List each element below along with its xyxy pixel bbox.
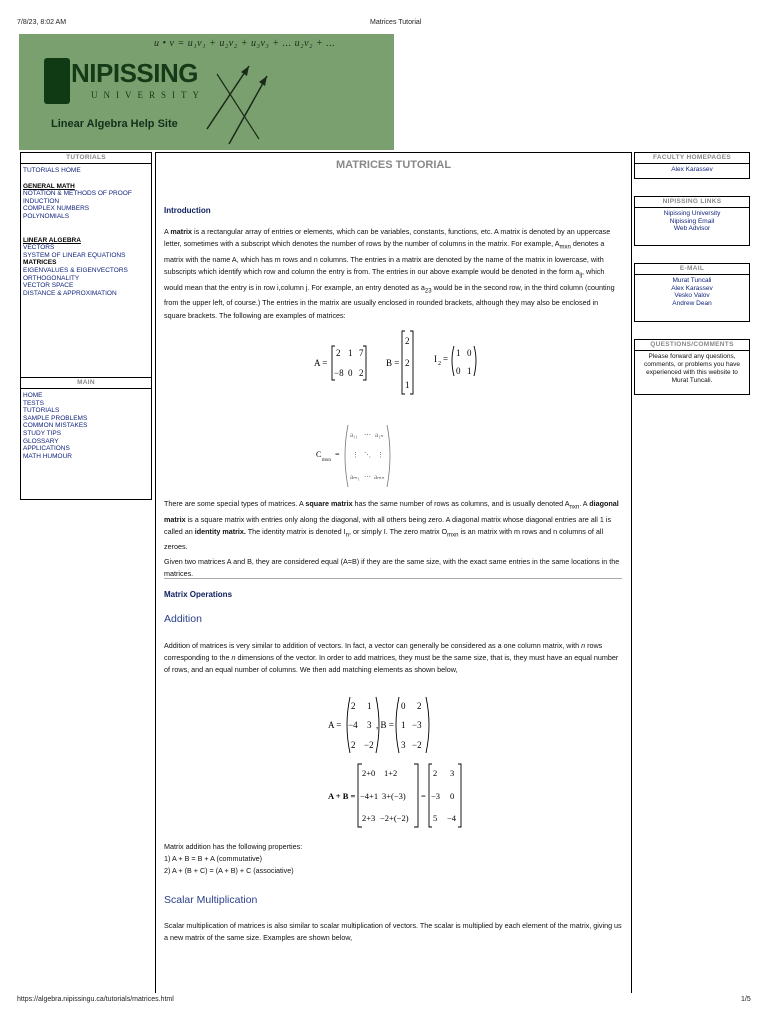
matrix-entry: 2 xyxy=(351,701,356,711)
operations-heading-wrap xyxy=(164,589,622,601)
section-divider xyxy=(164,578,622,579)
logo-subtitle: UNIVERSITY xyxy=(91,90,205,100)
nav-item-orthogonality[interactable]: ORTHOGONALITY xyxy=(23,274,80,282)
text-run: The identity matrix is denoted I xyxy=(245,526,346,536)
addition-result xyxy=(326,761,466,831)
matrix-entry: 2 xyxy=(405,358,410,368)
matrix-entry: 1 xyxy=(348,348,353,358)
links-header: NIPISSING LINKS xyxy=(635,197,749,208)
intro-section xyxy=(164,205,622,217)
matrix-entry: ⋯ xyxy=(364,431,371,439)
questions-box xyxy=(634,339,750,395)
matrix-entry: 0 xyxy=(456,366,461,376)
matrix-c-label: C xyxy=(316,450,322,459)
text-run: is a square matrix with entries only along the diagonal, with all others being zero. A diagonal matrix whose diagonal entries are all 1 is called an xyxy=(164,514,612,536)
text-run: . A xyxy=(579,499,590,508)
page-title: MATRICES TUTORIAL xyxy=(335,159,452,171)
email-header: E-MAIL xyxy=(635,264,749,275)
nav-item-notation[interactable]: NOTATION & METHODS OF PROOF xyxy=(23,190,132,198)
site-banner[interactable] xyxy=(19,34,394,150)
text-run: would be in the second row, in the third column (counting from the upper left, of course.) The entries in the matrix are usually enclosed in rounded brackets, although they may also be enclosed in square brackets. The following are examples of matrices: xyxy=(164,282,615,320)
main-nav xyxy=(20,377,152,500)
matrix-entry: 0 xyxy=(348,368,353,378)
equality-text: Given two matrices A and B, they are considered equal (A=B) if they are the same size, with the exact same entries in the same locations in the matrices. xyxy=(164,557,620,579)
matrix-entry: 3 xyxy=(401,740,406,750)
main-content xyxy=(155,152,632,993)
matrix-entry: 2 xyxy=(405,336,410,346)
vector-arrows-icon xyxy=(189,54,299,149)
nav-glossary[interactable]: GLOSSARY xyxy=(23,437,59,445)
subscript: n xyxy=(345,532,349,539)
properties-intro: Matrix addition has the following properties: xyxy=(164,842,303,851)
text-run: , or simply I. The zero matrix O xyxy=(349,526,448,536)
matrix-i-label: I xyxy=(434,354,437,364)
nav-item-linear-equations[interactable]: SYSTEM OF LINEAR EQUATIONS xyxy=(23,251,126,259)
matrix-a-label: A = xyxy=(314,358,328,368)
matrix-entry: 2 xyxy=(351,740,356,750)
matrix-entry: 3+(−3) xyxy=(382,791,406,801)
text-run: , which would mean that the entry is in row i,column j. For example, an entry denoted as a xyxy=(164,267,605,292)
email-link[interactable]: Andrew Dean xyxy=(672,299,712,307)
matrix-entry: 1 xyxy=(367,701,372,711)
matrix-entry: −2 xyxy=(412,740,422,750)
scalar-paragraph xyxy=(164,920,622,944)
matrix-i-subscript: 2 xyxy=(438,361,441,367)
matrix-entry: 2 xyxy=(433,768,438,778)
italic-n: n xyxy=(231,653,236,663)
matrix-a-label: A = xyxy=(328,720,342,730)
matrix-entry: 0 xyxy=(401,701,406,711)
intro-heading: Introduction xyxy=(164,206,211,215)
link-nipissing-email[interactable]: Nipissing Email xyxy=(669,217,715,225)
matrix-entry: ⋮ xyxy=(377,451,384,459)
scalar-heading-wrap xyxy=(164,894,622,906)
addition-properties xyxy=(164,841,622,878)
property-item: 1) A + B = B + A (commutative) xyxy=(164,854,263,864)
term-diagonal-matrix: diagonal matrix xyxy=(164,499,619,524)
operations-heading: Matrix Operations xyxy=(164,590,233,599)
matrix-entry: 0 xyxy=(450,791,455,801)
subscript: mxn xyxy=(559,244,571,251)
addition-heading: Addition xyxy=(164,613,202,625)
nav-heading-general-math[interactable]: GENERAL MATH xyxy=(23,182,75,190)
matrix-entry: 3 xyxy=(367,720,372,730)
site-name: Linear Algebra Help Site xyxy=(51,118,178,130)
tutorials-nav xyxy=(20,152,152,378)
matrix-entry: aₘ₁ xyxy=(350,473,360,481)
nav-item-eigenvalues[interactable]: EIGENVALUES & EIGENVECTORS xyxy=(23,266,128,274)
matrix-entry: 1 xyxy=(456,348,461,358)
text-run: is a rectangular array of entries or elements, which can be variables, constants, functions, etc. A matrix is denoted by an uppercase letter, sometimes with a subscript which denotes the number of rows by the number of columns in the matrix. For example, A xyxy=(164,227,611,249)
matrix-entry: −3 xyxy=(412,720,422,730)
nav-item-distance[interactable]: DISTANCE & APPROXIMATION xyxy=(23,289,117,297)
matrix-entry: 2 xyxy=(417,701,422,711)
matrix-entry: −8 xyxy=(334,368,344,378)
nipissing-links-box xyxy=(634,196,750,246)
nav-tutorials[interactable]: TUTORIALS xyxy=(23,407,60,415)
nav-common-mistakes[interactable]: COMMON MISTAKES xyxy=(23,422,88,430)
italic-n: n xyxy=(581,641,586,650)
university-logo-icon xyxy=(44,58,70,104)
matrix-entry: a₁₁ xyxy=(350,431,358,439)
matrix-entry: 3 xyxy=(450,768,455,778)
faculty-link[interactable]: Alex Karassev xyxy=(671,166,713,173)
logo-wordmark: NIPISSING xyxy=(71,58,198,88)
term-matrix: matrix xyxy=(170,227,192,236)
matrix-c-subscript: mxn xyxy=(322,458,331,463)
matrix-entry: −2+(−2) xyxy=(380,813,409,823)
nav-tests[interactable]: TESTS xyxy=(23,399,44,407)
sum-label: A + B = xyxy=(328,791,356,801)
addition-operands xyxy=(326,693,446,758)
nav-tutorials-home[interactable]: TUTORIALS HOME xyxy=(23,167,81,174)
matrix-entry: 2+3 xyxy=(362,813,376,823)
subscript: nxn xyxy=(569,504,580,511)
matrix-entry: 1+2 xyxy=(384,768,398,778)
nav-item-vector-space[interactable]: VECTOR SPACE xyxy=(23,282,74,290)
scalar-text: Scalar multiplication of matrices is also similar to scalar multiplication of vectors. The scalar is multiplied by each element of the matrix, giving us a new matrix of the same size. Examples are shown below, xyxy=(164,921,622,943)
nav-math-humour[interactable]: MATH HUMOUR xyxy=(23,452,72,460)
text-run: Addition of matrices is very similar to addition of vectors. In fact, a vector can generally be considered as a one column matrix, with xyxy=(164,641,582,650)
matrix-entry: −2 xyxy=(364,740,374,750)
equality-paragraph xyxy=(164,556,622,580)
questions-header: QUESTIONS/COMMENTS xyxy=(635,340,749,351)
matrix-b-label: B = xyxy=(386,358,400,368)
matrix-entry: ⋮ xyxy=(352,451,359,459)
matrix-entry: −4 xyxy=(348,720,358,730)
faculty-box xyxy=(634,152,750,179)
example-matrices xyxy=(306,328,496,398)
matrix-entry: ⋱ xyxy=(364,451,371,459)
matrix-entry: a₁ₙ xyxy=(375,431,384,439)
print-datetime: 7/8/23, 8:02 AM xyxy=(17,19,67,26)
matrix-entry: 2 xyxy=(336,348,341,358)
matrix-entry: −4 xyxy=(447,813,457,823)
matrix-entry: 2 xyxy=(359,368,364,378)
matrix-entry: 2+0 xyxy=(362,768,376,778)
nav-item-vectors[interactable]: VECTORS xyxy=(23,244,55,252)
subscript: mxn xyxy=(447,532,459,539)
print-doc-title: Matrices Tutorial xyxy=(370,19,422,26)
text-run: denotes a matrix with the name A, which has m rows and n columns. The entries in a matrix are denoted by the name of the matrix in lowercase, with subscripts which identify which row and column the entry is from. The entries in our above example would be denoted in the form a xyxy=(164,239,605,277)
text-run: is an matrix with m rows and n columns of all zeroes. xyxy=(164,526,604,552)
nav-home[interactable]: HOME xyxy=(23,392,43,399)
nav-item-complex-numbers[interactable]: COMPLEX NUMBERS xyxy=(23,205,90,213)
addition-paragraph xyxy=(164,640,622,677)
subscript: 23 xyxy=(424,288,432,295)
email-link[interactable]: Vesko Valov xyxy=(674,292,710,299)
scalar-heading: Scalar Multiplication xyxy=(164,894,258,906)
matrix-entry: −3 xyxy=(431,791,441,801)
addition-heading-wrap xyxy=(164,613,622,625)
equals-sign: = xyxy=(335,450,340,459)
text-run: There are some special types of matrices. A xyxy=(164,499,306,508)
text-run: dimensions of the vector. In order to add matrices, they must be the same size, that is, they must have an equal number of rows, and an equal number of columns. We then add matching elements as shown below, xyxy=(164,653,619,675)
print-url: https://algebra.nipissingu.ca/tutorials/matrices.html xyxy=(17,996,174,1003)
matrix-entry: aₘₙ xyxy=(374,473,385,481)
nav-applications[interactable]: APPLICATIONS xyxy=(23,445,70,453)
faculty-header: FACULTY HOMEPAGES xyxy=(635,153,749,164)
matrix-b-label: , B = xyxy=(376,720,394,730)
nav-item-induction[interactable]: INDUCTION xyxy=(23,197,60,205)
banner-equation: u • v = u₁v₁ + u₂v₂ + u₃v₃ + ... u₂v₂ + ... xyxy=(154,38,336,49)
term-identity-matrix: identity matrix. xyxy=(194,526,246,536)
link-nipissing-university[interactable]: Nipissing University xyxy=(663,210,721,217)
property-item: 2) A + (B + C) = (A + B) + C (associative) xyxy=(164,866,294,876)
term-square-matrix: square matrix xyxy=(305,499,353,508)
subscript: ij xyxy=(579,272,583,279)
print-page-number: 1/5 xyxy=(741,996,751,1003)
matrix-entry: 0 xyxy=(467,348,472,358)
matrix-entry: 1 xyxy=(467,366,472,376)
matrix-entry: ⋯ xyxy=(364,473,371,481)
nav-item-polynomials[interactable]: POLYNOMIALS xyxy=(23,212,70,220)
nav-study-tips[interactable]: STUDY TIPS xyxy=(23,429,62,437)
general-matrix-c xyxy=(311,421,431,491)
matrix-entry: 7 xyxy=(359,348,364,358)
special-matrices-paragraph xyxy=(164,498,622,554)
matrix-entry: 5 xyxy=(433,813,438,823)
equals-sign: = xyxy=(421,791,426,801)
questions-text: Please forward any questions, comments, or problems you have experienced with this website to Murat Tuncali. xyxy=(643,353,741,384)
intro-paragraph xyxy=(164,226,622,322)
tutorials-header: TUTORIALS xyxy=(21,153,151,164)
nav-sample-problems[interactable]: SAMPLE PROBLEMS xyxy=(23,414,88,422)
matrix-entry: −4+1 xyxy=(360,791,379,801)
matrix-entry: 1 xyxy=(405,380,410,390)
text-run: A xyxy=(164,227,171,236)
equals-sign: = xyxy=(443,354,449,364)
link-web-advisor[interactable]: Web Advisor xyxy=(673,225,711,232)
email-box xyxy=(634,263,750,322)
matrix-entry: 1 xyxy=(401,720,406,730)
nav-item-matrices[interactable]: MATRICES xyxy=(23,259,57,267)
main-header: MAIN xyxy=(21,378,151,389)
text-run: rows corresponding to the xyxy=(164,641,603,663)
email-link[interactable]: Murat Tuncali xyxy=(672,277,712,284)
email-link[interactable]: Alex Karassev xyxy=(671,284,713,292)
nav-heading-linear-algebra[interactable]: LINEAR ALGEBRA xyxy=(23,236,81,244)
text-run: has the same number of rows as columns, and is usually denoted A xyxy=(352,499,570,508)
